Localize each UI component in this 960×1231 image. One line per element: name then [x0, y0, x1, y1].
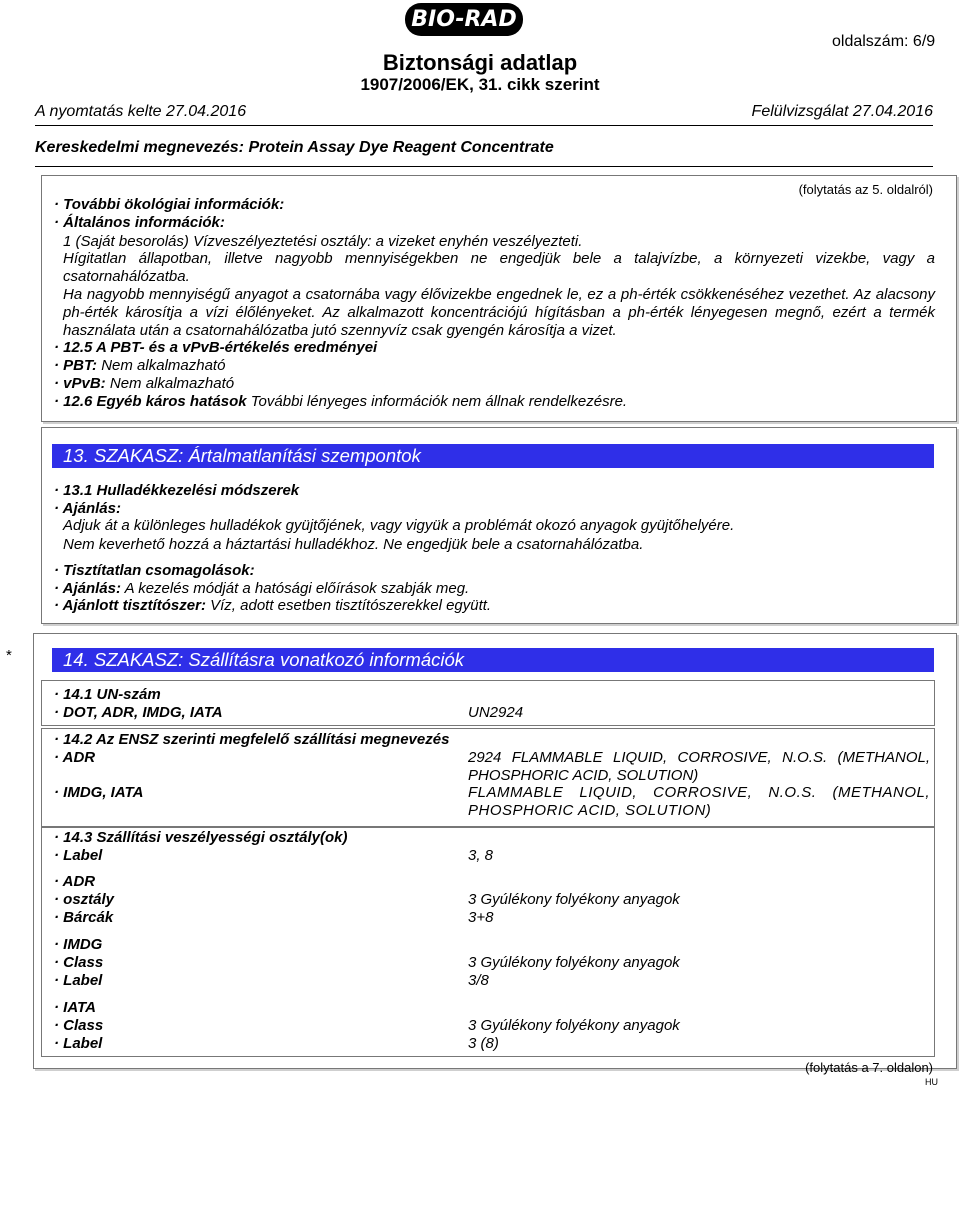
- iata-class-label: · Class: [54, 1017, 104, 1034]
- label-label: · Label: [54, 847, 103, 864]
- revision-marker: *: [6, 647, 12, 664]
- packaging-recommendation-row: · Ajánlás: A kezelés módját a hatósági előírások szabják meg.: [54, 580, 470, 597]
- adr-shipping-name: 2924 FLAMMABLE LIQUID, CORROSIVE, N.O.S. (METHANOL, PHOSPHORIC ACID, SOLUTION): [468, 749, 930, 784]
- general-info-heading: · Általános információk:: [54, 214, 225, 231]
- printed-date: A nyomtatás kelte 27.04.2016: [35, 103, 247, 120]
- revision-date: Felülvizsgálat 27.04.2016: [751, 103, 933, 120]
- adr-barcak-label: · Bárcák: [54, 909, 114, 926]
- iata-label-value: 3 (8): [468, 1035, 499, 1052]
- imdg-class-label: · Class: [54, 954, 104, 971]
- bio-rad-logo: BIO-RAD: [405, 3, 523, 36]
- adr-class-heading: · ADR: [54, 873, 96, 890]
- recommendation-line-2: Nem keverhető hozzá a háztartási hulladékhoz. Ne engedjük bele a csatornahálózatba.: [63, 536, 644, 553]
- label-value: 3, 8: [468, 847, 494, 864]
- imdg-label-value: 3/8: [468, 972, 489, 989]
- section-13-title: 13. SZAKASZ: Ártalmatlanítási szempontok: [52, 444, 934, 468]
- further-eco-heading: · További ökológiai információk:: [54, 196, 285, 213]
- adr-barcak-value: 3+8: [468, 909, 494, 926]
- imdg-iata-name-label: · IMDG, IATA: [54, 784, 144, 801]
- uncleaned-packaging-heading: · Tisztítatlan csomagolások:: [54, 562, 255, 579]
- un-number-value: UN2924: [468, 704, 524, 721]
- iata-label-label: · Label: [54, 1035, 103, 1052]
- waste-methods-heading: · 13.1 Hulladékkezelési módszerek: [54, 482, 300, 499]
- ph-text: Ha nagyobb mennyiségű anyagot a csatornába vagy élővizekbe engednek le, ez a ph-érték csökkenéséhez vezethet. Az alacsony ph-érték károsítja a vízi élőlényeket. Az alkalmazott koncentrációjú hígításban a ph-érték lényegesen megnő, ezért a termék használata után a csatornahálózatba jutó szennyvíz csak gyengén károsítja a vizet.: [63, 286, 935, 340]
- hazard-class-heading: · 14.3 Szállítási veszélyességi osztály(ok): [54, 829, 348, 846]
- header-divider: [35, 125, 933, 126]
- adr-class-label: · osztály: [54, 891, 115, 908]
- continued-on-note: (folytatás a 7. oldalon): [805, 1060, 933, 1075]
- document-title: Biztonsági adatlap: [382, 50, 578, 75]
- un-regulations-label: · DOT, ADR, IMDG, IATA: [54, 704, 223, 721]
- pbt-row: · PBT: Nem alkalmazható: [54, 357, 226, 374]
- recommendation-heading: · Ajánlás:: [54, 500, 121, 517]
- vpvb-row: · vPvB: Nem alkalmazható: [54, 375, 235, 392]
- iata-class-value: 3 Gyúlékony folyékony anyagok: [468, 1017, 680, 1034]
- adr-class-value: 3 Gyúlékony folyékony anyagok: [468, 891, 680, 908]
- imdg-label-label: · Label: [54, 972, 103, 989]
- imdg-class-heading: · IMDG: [54, 936, 103, 953]
- trade-name-divider: [35, 166, 933, 167]
- other-effects-row: · 12.6 Egyéb káros hatások További lényeges információk nem állnak rendelkezésre.: [54, 393, 628, 410]
- iata-class-heading: · IATA: [54, 999, 96, 1016]
- pbt-vpvb-heading: · 12.5 A PBT- és a vPvB-értékelés eredményei: [54, 339, 378, 356]
- un-number-heading: · 14.1 UN-szám: [54, 686, 161, 703]
- language-code: HU: [925, 1077, 938, 1087]
- undiluted-text: Hígitatlan állapotban, illetve nagyobb mennyiségekben ne engedjük bele a talajvízbe, a környezeti vizekbe, vagy a csatornahálózatba.: [63, 250, 935, 285]
- trade-name: Kereskedelmi megnevezés: Protein Assay Dye Reagent Concentrate: [35, 139, 554, 156]
- shipping-name-heading: · 14.2 Az ENSZ szerinti megfelelő szállítási megnevezés: [54, 731, 450, 748]
- adr-name-label: · ADR: [54, 749, 96, 766]
- continued-from-note: (folytatás az 5. oldalról): [798, 182, 933, 197]
- water-hazard-text: 1 (Saját besorolás) Vízveszélyeztetési osztály: a vizeket enyhén veszélyezteti.: [63, 233, 583, 250]
- recommendation-line-1: Adjuk át a különleges hulladékok gyüjtőjének, vagy vigyük a problémát okozó anyagok gyüjtőhelyére.: [63, 517, 735, 534]
- section-14-title: 14. SZAKASZ: Szállításra vonatkozó információk: [52, 648, 934, 672]
- regulation-reference: 1907/2006/EK, 31. cikk szerint: [360, 75, 600, 94]
- page-number: oldalszám: 6/9: [832, 33, 936, 50]
- cleaning-agent-row: · Ajánlott tisztítószer: Víz, adott esetben tisztítószerekkel együtt.: [54, 597, 492, 614]
- imdg-class-value: 3 Gyúlékony folyékony anyagok: [468, 954, 680, 971]
- imdg-iata-shipping-name: FLAMMABLE LIQUID, CORROSIVE, N.O.S. (METHANOL, PHOSPHORIC ACID, SOLUTION): [468, 784, 930, 819]
